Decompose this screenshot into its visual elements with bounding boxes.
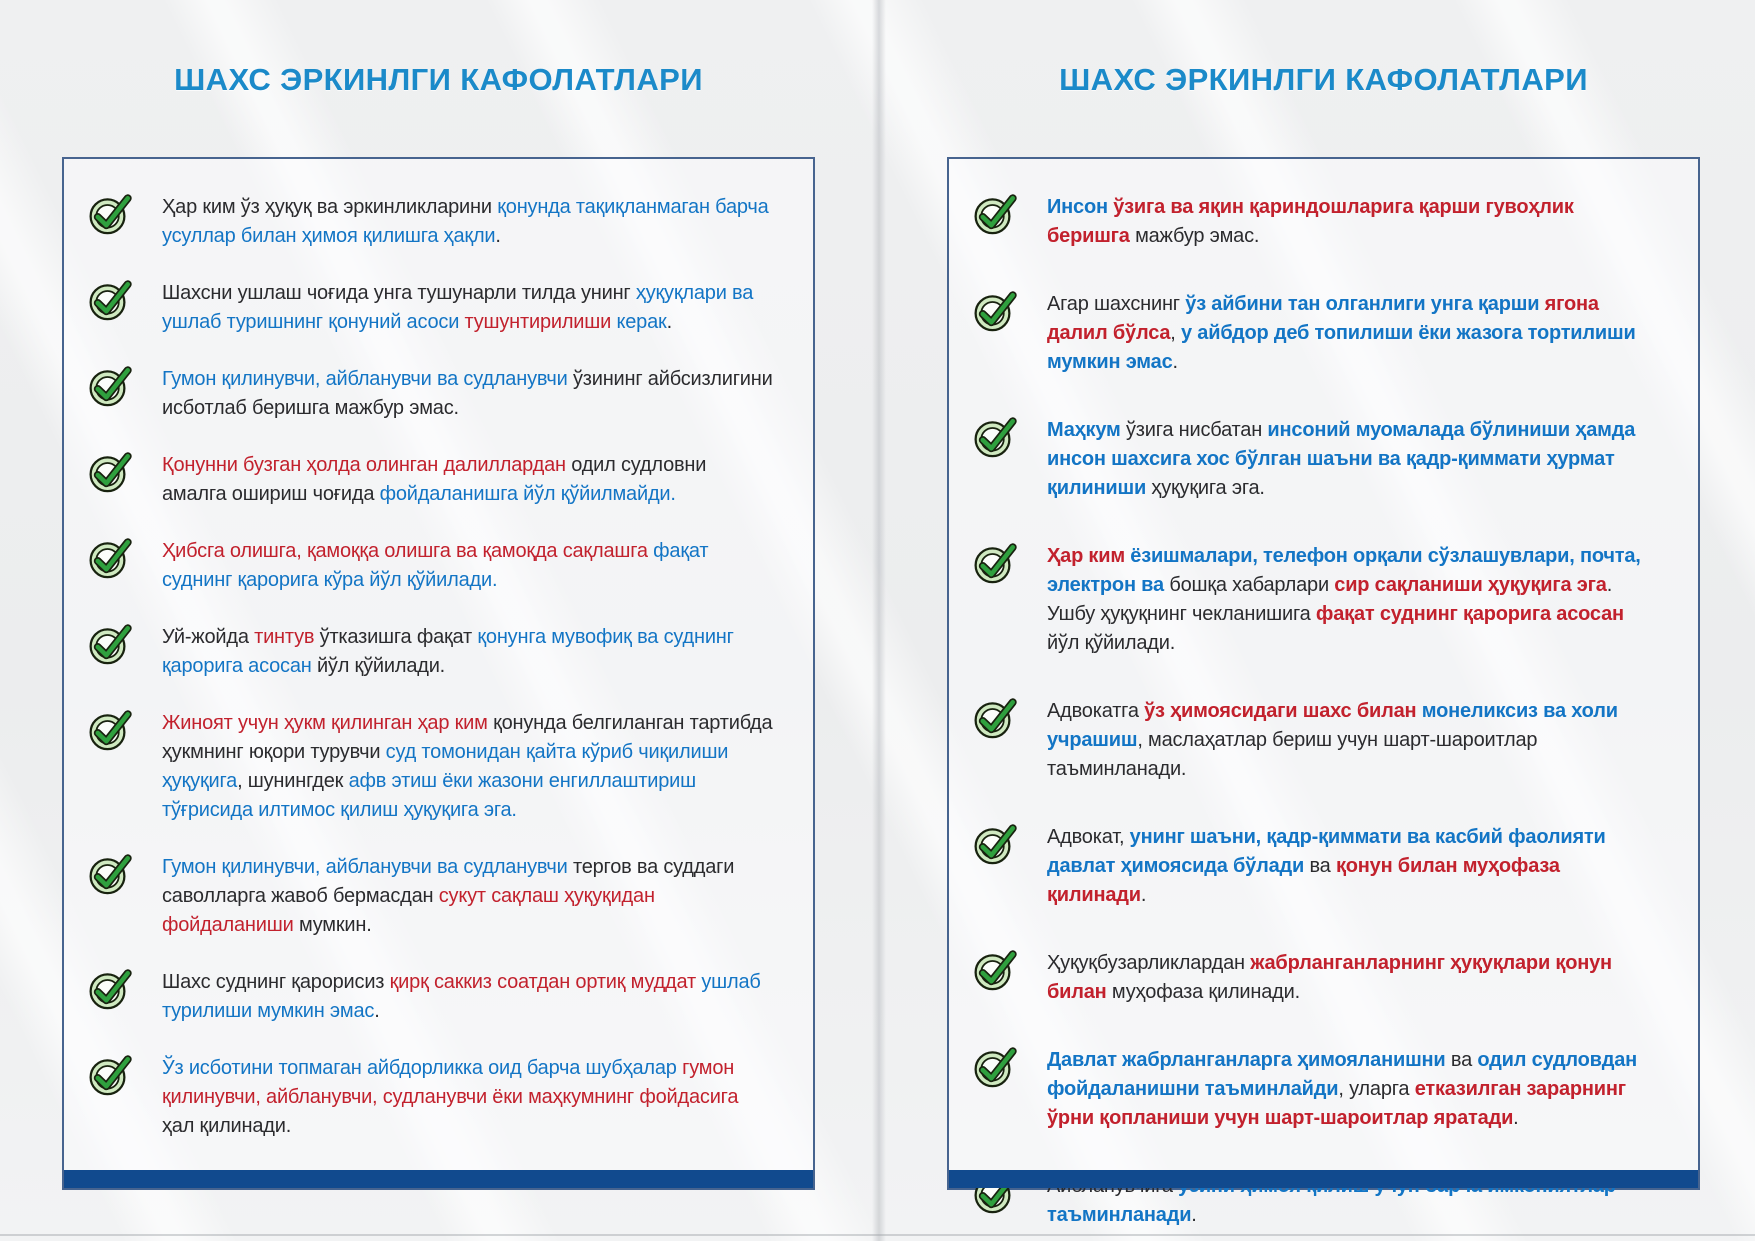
- page-title-right: ШАХС ЭРКИНЛГИ КАФОЛАТЛАРИ: [1059, 62, 1588, 97]
- text-segment: жабрланганларнинг ҳуқуқлари қонун билан: [1047, 952, 1612, 1003]
- list-item: [88, 707, 773, 825]
- item-text: [1047, 697, 1658, 784]
- list-item: [88, 851, 773, 940]
- text-segment: Уй-жойда: [162, 626, 255, 648]
- item-text: [1047, 416, 1658, 503]
- check-icon: [88, 363, 136, 409]
- text-segment: Гумон қилинувчи, айбланувчи ва судланувчи: [162, 856, 573, 878]
- text-segment: Ҳуқуқбузарликлардан: [1047, 952, 1251, 974]
- panel-bottom-bar: [949, 1170, 1698, 1188]
- text-segment: фақат суднинг қарорига асосан: [1315, 603, 1624, 625]
- item-text: [162, 709, 773, 825]
- text-segment: суд томонидан қайта кўриб чиқилиши ҳуқуқига: [162, 741, 729, 792]
- text-segment: Гумон қилинувчи, айбланувчи ва судланувчи: [162, 368, 573, 390]
- text-segment: одил судловдан фойдаланишни таъминлайди: [1047, 1049, 1638, 1100]
- guarantee-list-right: [973, 191, 1658, 1230]
- item-text: [162, 193, 773, 251]
- check-icon: [88, 277, 136, 323]
- text-segment: ўзининг айбсизлигини исботлаб беришга мажбур эмас.: [162, 368, 773, 419]
- list-item: [88, 621, 773, 681]
- text-segment: бошқа хабарлари: [1169, 574, 1335, 596]
- text-segment: ягона далил бўлса: [1047, 293, 1599, 344]
- text-segment: .: [1172, 351, 1178, 373]
- text-segment: инсоний муомалада бўлиниши ҳамда инсон шахсига хос бўлган шаъни ва қадр-қиммати ҳурмат қилиниши: [1047, 419, 1636, 499]
- text-segment: . Ушбу ҳуқуқнинг чекланишига: [1047, 574, 1613, 625]
- text-segment: таъминланади: [1047, 1204, 1192, 1226]
- check-icon: [973, 288, 1021, 334]
- text-segment: ҳуқуқига эга.: [1151, 477, 1265, 499]
- text-segment: .: [1140, 884, 1147, 906]
- list-item: [973, 821, 1658, 910]
- item-text: [1047, 193, 1658, 251]
- right-panel-section: [947, 0, 1700, 1241]
- text-segment: ҳуқуқлари ва ушлаб туришнинг қонуний асоси: [162, 282, 754, 333]
- panel-bottom-bar: [64, 1170, 813, 1188]
- item-text: [162, 1054, 773, 1141]
- item-text: [1047, 1046, 1658, 1133]
- item-text: [162, 968, 773, 1026]
- left-panel-section: [62, 0, 815, 1241]
- item-text: [162, 623, 773, 681]
- list-item: [973, 191, 1658, 251]
- text-segment: қонунда тақиқланмаган барча усуллар билан ҳимоя қилишга ҳақли: [162, 196, 769, 247]
- list-item: [88, 277, 773, 337]
- text-segment: .: [1191, 1204, 1197, 1226]
- text-segment: тинтув: [254, 626, 320, 648]
- text-segment: , маслаҳатлар бериш учун шарт-шароитлар таъминланади.: [1047, 729, 1538, 780]
- check-icon: [973, 821, 1021, 867]
- text-segment: .: [374, 1000, 380, 1022]
- text-segment: одил судловни амалга ошириш чоғида: [162, 454, 707, 505]
- text-segment: сир сақланиши ҳуқуқига эга: [1334, 574, 1607, 596]
- text-segment: қирқ саккиз соатдан ортиқ муддат: [389, 971, 702, 993]
- text-segment: унинг шаъни, қадр-қиммати ва касбий фаолияти давлат ҳимоясида бўлади: [1047, 826, 1606, 877]
- list-item: [88, 966, 773, 1026]
- check-icon: [973, 540, 1021, 586]
- text-segment: мумкин.: [298, 914, 372, 936]
- check-icon: [88, 191, 136, 237]
- item-text: [162, 537, 773, 595]
- text-segment: .: [1513, 1107, 1519, 1129]
- list-item: [973, 288, 1658, 377]
- item-text: [1047, 542, 1658, 658]
- text-segment: муҳофаза қилинади.: [1111, 981, 1300, 1003]
- item-text: [1047, 290, 1658, 377]
- text-segment: ўтказишга фақат: [319, 626, 478, 648]
- text-segment: , шунингдек: [237, 770, 349, 792]
- check-icon: [88, 707, 136, 753]
- text-segment: Инсон: [1047, 196, 1114, 218]
- text-segment: Қонунни бузган ҳолда олинган далиллардан: [162, 454, 572, 476]
- text-segment: сукут сақлаш ҳуқуқидан фойдаланиши: [162, 885, 655, 936]
- list-item: [88, 363, 773, 423]
- check-icon: [88, 966, 136, 1012]
- text-segment: Маҳкум: [1047, 419, 1126, 441]
- text-segment: ўз ҳимоясидаги шахс билан: [1144, 700, 1422, 722]
- text-segment: ёзишмалари, телефон орқали сўзлашувлари, почта, электрон ва: [1047, 545, 1641, 596]
- text-segment: Ҳар ким ўз ҳуқуқ ва эркинликларини: [162, 196, 498, 218]
- text-segment: Ҳар ким: [1047, 545, 1131, 567]
- list-item: [88, 449, 773, 509]
- check-icon: [973, 1044, 1021, 1090]
- text-segment: қонунда белгиланган тартибда ҳукмнинг юқори турувчи: [162, 712, 773, 763]
- list-item: [88, 1052, 773, 1141]
- text-segment: қонунга мувофиқ ва суднинг қарорига асосан: [162, 626, 734, 677]
- text-segment: ушлаб турилиши мумкин эмас: [162, 971, 761, 1022]
- text-segment: .: [666, 311, 672, 333]
- text-segment: Шахс суднинг қарорисиз: [162, 971, 390, 993]
- text-segment: Жиноят учун ҳукм қилинган ҳар ким: [162, 712, 494, 734]
- page-fold-divider: [872, 0, 886, 1241]
- text-segment: фойдаланишга йўл қўйилмайди.: [379, 483, 676, 505]
- item-text: [1047, 949, 1658, 1007]
- text-segment: ва: [1309, 855, 1336, 877]
- item-text: [162, 451, 773, 509]
- text-segment: ўз айбини тан олганлиги унга қарши: [1185, 293, 1545, 315]
- text-segment: Адвокат,: [1047, 826, 1130, 848]
- text-segment: йўл қўйилади.: [316, 655, 446, 677]
- guarantees-panel-right: [947, 157, 1700, 1226]
- text-segment: ўзига ва яқин қариндошларига қарши гувоҳлик беришга: [1047, 196, 1574, 247]
- check-icon: [88, 535, 136, 581]
- check-icon: [973, 947, 1021, 993]
- text-segment: йўл қўйилади.: [1047, 632, 1176, 654]
- text-segment: Ҳибсга олишга, қамоққа олишга ва қамоқда сақлашга: [162, 540, 654, 562]
- check-icon: [88, 1052, 136, 1098]
- page-title-left: ШАХС ЭРКИНЛГИ КАФОЛАТЛАРИ: [174, 62, 703, 97]
- text-segment: ҳал қилинади.: [162, 1115, 292, 1137]
- check-icon: [88, 621, 136, 667]
- list-item: [973, 1044, 1658, 1133]
- item-text: [162, 365, 773, 423]
- check-icon: [973, 414, 1021, 460]
- text-segment: гумон қилинувчи, айбланувчи, судланувчи ёки маҳкумнинг фойдасига: [162, 1057, 739, 1108]
- check-icon: [973, 191, 1021, 237]
- text-segment: ўзига нисбатан: [1125, 419, 1268, 441]
- list-item: [973, 695, 1658, 784]
- text-segment: етказилган зарарнинг ўрни қопланиши учун шарт-шароитлар яратади: [1047, 1078, 1626, 1129]
- item-text: [162, 853, 773, 940]
- list-item: [88, 191, 773, 251]
- guarantees-panel-left: [62, 157, 815, 1190]
- text-segment: керак: [616, 311, 667, 333]
- guarantee-list-left: [88, 191, 773, 1141]
- item-text: [162, 279, 773, 337]
- text-segment: , уларга: [1338, 1078, 1415, 1100]
- list-item: [973, 414, 1658, 503]
- text-segment: мажбур эмас.: [1135, 225, 1260, 247]
- text-segment: ,: [1170, 322, 1182, 344]
- text-segment: .: [495, 225, 501, 247]
- text-segment: афв этиш ёки жазони енгиллаштириш тўғрисида илтимос қилиш ҳуқуқига эга.: [162, 770, 696, 821]
- text-segment: Шахсни ушлаш чоғида унга тушунарли тилда унинг: [162, 282, 636, 304]
- text-segment: Ўз исботини топмаган айбдорликка оид барча шубҳалар: [162, 1057, 683, 1079]
- text-segment: ва: [1450, 1049, 1478, 1071]
- check-icon: [973, 695, 1021, 741]
- text-segment: қонун билан муҳофаза қилинади: [1047, 855, 1560, 906]
- list-item: [973, 540, 1658, 658]
- item-text: [1047, 823, 1658, 910]
- text-segment: монеликсиз ва холи учрашиш: [1047, 700, 1618, 751]
- check-icon: [88, 449, 136, 495]
- check-icon: [88, 851, 136, 897]
- text-segment: у айбдор деб топилиши ёки жазога тортилиши мумкин эмас: [1047, 322, 1636, 373]
- text-segment: тергов ва суддаги саволларга жавоб бермасдан: [162, 856, 735, 907]
- text-segment: тушунтирилиши: [464, 311, 617, 333]
- text-segment: Адвокатга: [1047, 700, 1145, 722]
- list-item: [88, 535, 773, 595]
- text-segment: Давлат жабрланганларга ҳимояланишни: [1047, 1049, 1451, 1071]
- list-item: [973, 947, 1658, 1007]
- text-segment: Агар шахснинг: [1047, 293, 1186, 315]
- text-segment: фақат суднинг қарорига кўра йўл қўйилади.: [162, 540, 709, 591]
